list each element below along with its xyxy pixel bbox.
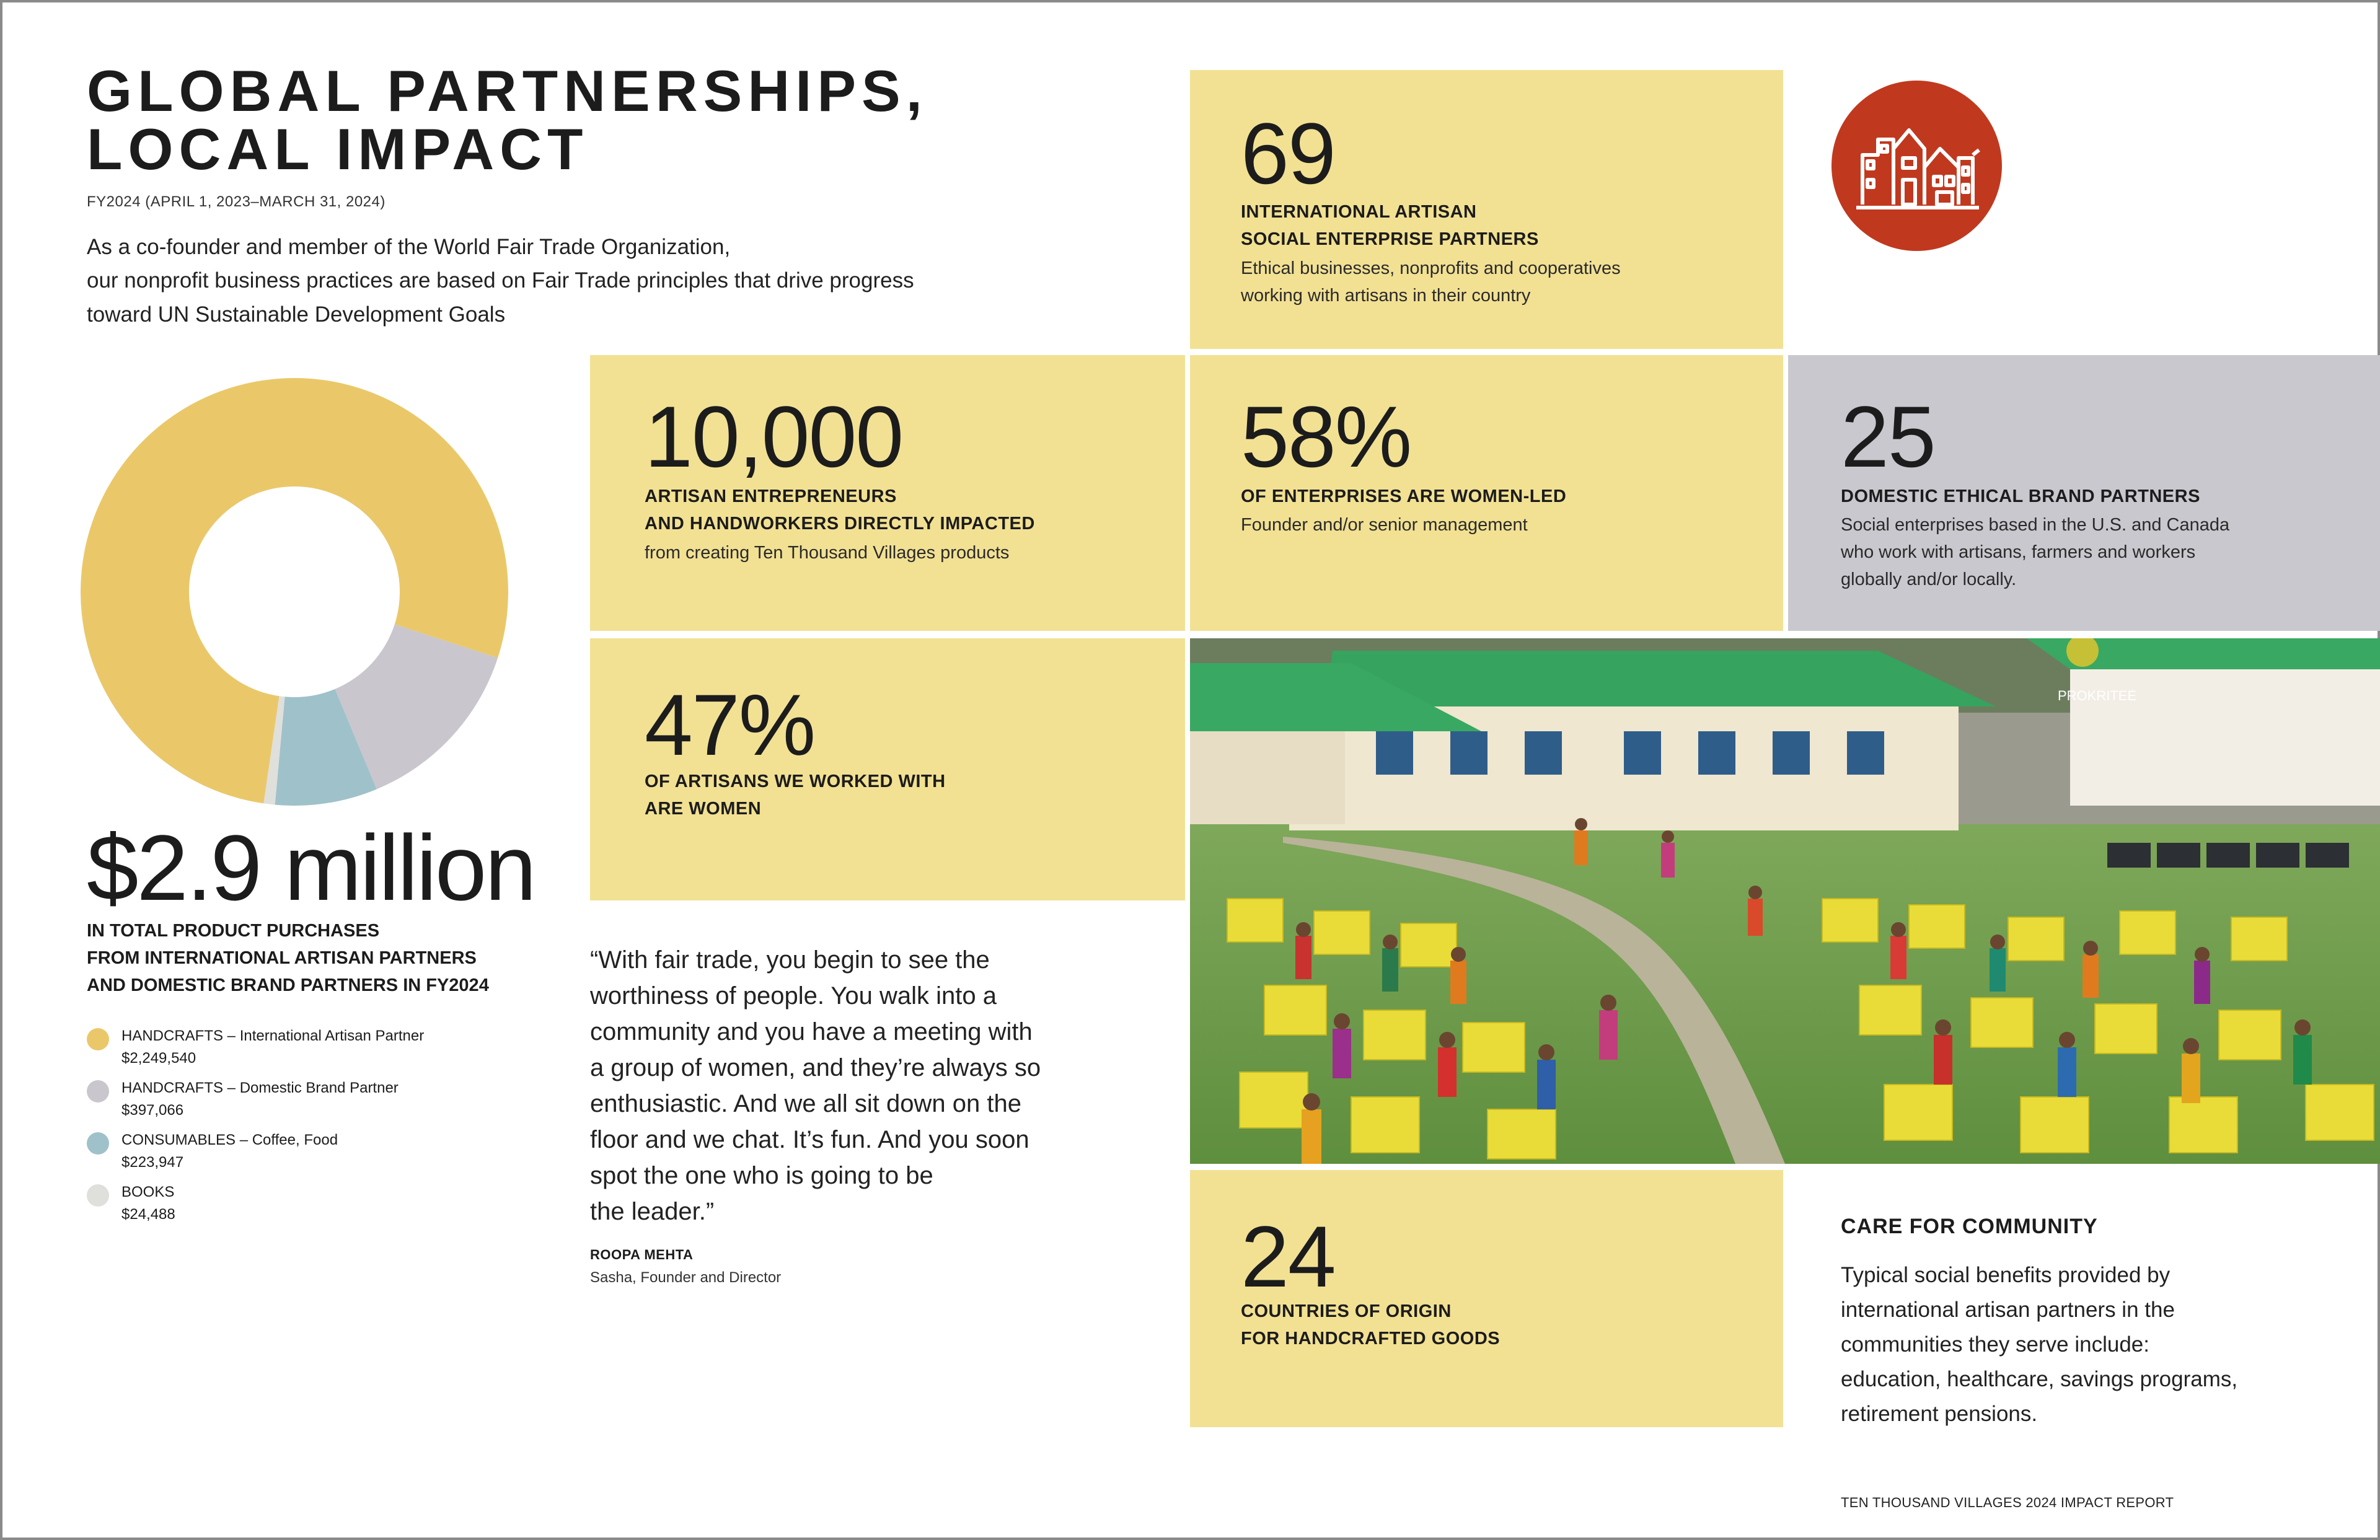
stat-number: 47%	[645, 676, 815, 773]
care-paragraph	[1841, 1258, 2337, 1432]
total-purchases-caption	[87, 917, 489, 999]
title-line-2: LOCAL IMPACT	[87, 117, 589, 182]
stat-number: 69	[1241, 105, 1335, 202]
sign-text: PROKRITEE	[2058, 688, 2137, 703]
page-title	[87, 58, 928, 182]
stat-tile-women-led	[1190, 355, 1783, 631]
legend-value: $24,488	[121, 1206, 175, 1223]
title-line-1: GLOBAL PARTNERSHIPS,	[87, 58, 928, 123]
care-line: retirement pensions.	[1841, 1402, 2038, 1426]
quote-line: the leader.”	[590, 1198, 715, 1225]
legend-label: HANDCRAFTS – Domestic Brand Partner	[121, 1080, 399, 1096]
stat-heading-line-2: ARE WOMEN	[645, 798, 762, 819]
chart-legend	[87, 1026, 521, 1234]
legend-label: HANDCRAFTS – International Artisan Partner	[121, 1027, 425, 1044]
care-line: Typical social benefits provided by	[1841, 1263, 2171, 1287]
stat-heading-line-1: ARTISAN ENTREPRENEURS	[645, 486, 897, 506]
quote-line: community and you have a meeting with	[590, 1018, 1033, 1045]
stat-desc-line-2: working with artisans in their country	[1241, 286, 1531, 306]
quote-line: spot the one who is going to be	[590, 1162, 933, 1189]
quote-line: floor and we chat. It’s fun. And you soon	[590, 1126, 1029, 1153]
stat-heading	[1841, 483, 2200, 511]
quote-author-role: Sasha, Founder and Director	[590, 1269, 782, 1286]
quote-line: a group of women, and they’re always so	[590, 1054, 1041, 1081]
report-footer: TEN THOUSAND VILLAGES 2024 IMPACT REPORT	[1841, 1495, 2174, 1510]
quote-line: worthiness of people. You walk into a	[590, 982, 997, 1010]
stat-tile-women-artisans	[590, 638, 1185, 900]
total-purchases-value: $2.9 million	[87, 816, 535, 920]
care-line: education, healthcare, savings programs,	[1841, 1367, 2238, 1391]
stat-heading-line-1: INTERNATIONAL ARTISAN	[1241, 202, 1477, 222]
care-line: international artisan partners in the	[1841, 1298, 2175, 1322]
stat-heading-line-2: SOCIAL ENTERPRISE PARTNERS	[1241, 229, 1539, 249]
stat-desc-line-1: Founder and/or senior management	[1241, 515, 1528, 535]
stat-number: 58%	[1241, 388, 1411, 485]
stat-tile-countries	[1190, 1170, 1783, 1427]
stat-tile-international-partners	[1190, 70, 1783, 349]
legend-item	[87, 1078, 521, 1130]
intro-paragraph	[87, 231, 1054, 332]
intro-line-3: toward UN Sustainable Development Goals	[87, 302, 506, 327]
quote-author-name: ROOPA MEHTA	[590, 1247, 694, 1262]
stat-description	[1241, 255, 1621, 309]
stat-description	[1241, 511, 1528, 539]
stat-tile-artisans-impacted	[590, 355, 1185, 631]
stat-heading-line-2: AND HANDWORKERS DIRECTLY IMPACTED	[645, 513, 1035, 534]
caption-line-1: IN TOTAL PRODUCT PURCHASES	[87, 921, 380, 941]
stat-heading-line-1: COUNTRIES OF ORIGIN	[1241, 1301, 1452, 1321]
stat-description	[1841, 511, 2229, 593]
caption-line-3: AND DOMESTIC BRAND PARTNERS IN FY2024	[87, 975, 489, 996]
legend-swatch	[87, 1184, 109, 1207]
village-buildings-icon	[1831, 81, 2002, 251]
stat-description	[645, 539, 1009, 566]
stat-number: 24	[1241, 1208, 1335, 1305]
stat-heading	[645, 483, 1035, 537]
legend-label: BOOKS	[121, 1184, 175, 1200]
stat-desc-line-2: who work with artisans, farmers and workers	[1841, 542, 2196, 563]
stat-number: 10,000	[645, 388, 903, 485]
stat-desc-line-1: from creating Ten Thousand Villages products	[645, 543, 1010, 563]
stat-desc-line-1: Ethical businesses, nonprofits and cooperatives	[1241, 258, 1621, 278]
quote-line: “With fair trade, you begin to see the	[590, 946, 990, 974]
purchases-donut-chart	[81, 378, 508, 806]
legend-value: $397,066	[121, 1102, 184, 1119]
care-heading: CARE FOR COMMUNITY	[1841, 1215, 2098, 1238]
stat-number: 25	[1841, 388, 1935, 485]
artisans-photo	[1190, 638, 2380, 1164]
pull-quote	[590, 942, 1111, 1230]
stat-heading-line-2: FOR HANDCRAFTED GOODS	[1241, 1328, 1501, 1349]
legend-swatch	[87, 1132, 109, 1155]
care-line: communities they serve include:	[1841, 1332, 2149, 1357]
stat-heading	[1241, 1298, 1500, 1352]
legend-value: $2,249,540	[121, 1050, 196, 1067]
stat-heading	[1241, 199, 1539, 253]
caption-line-2: FROM INTERNATIONAL ARTISAN PARTNERS	[87, 948, 477, 969]
legend-swatch	[87, 1080, 109, 1102]
stat-heading-line-1: DOMESTIC ETHICAL BRAND PARTNERS	[1841, 486, 2200, 506]
quote-line: enthusiastic. And we all sit down on the	[590, 1090, 1021, 1117]
stat-heading	[645, 768, 946, 822]
legend-item	[87, 1026, 521, 1078]
legend-value: $223,947	[121, 1154, 184, 1171]
fiscal-year-label: FY2024 (APRIL 1, 2023–MARCH 31, 2024)	[87, 193, 386, 210]
intro-line-1: As a co-founder and member of the World Fair Trade Organization,	[87, 235, 731, 259]
stat-tile-domestic-partners	[1788, 355, 2380, 631]
stat-heading-line-1: OF ENTERPRISES ARE WOMEN-LED	[1241, 486, 1567, 506]
stat-desc-line-1: Social enterprises based in the U.S. and Canada	[1841, 515, 2230, 535]
intro-line-2: our nonprofit business practices are based on Fair Trade principles that drive progress	[87, 268, 914, 293]
legend-item	[87, 1182, 521, 1234]
legend-swatch	[87, 1028, 109, 1050]
legend-item	[87, 1130, 521, 1182]
stat-desc-line-3: globally and/or locally.	[1841, 570, 2017, 590]
stat-heading	[1241, 483, 1566, 511]
stat-heading-line-1: OF ARTISANS WE WORKED WITH	[645, 772, 946, 791]
legend-label: CONSUMABLES – Coffee, Food	[121, 1132, 338, 1148]
